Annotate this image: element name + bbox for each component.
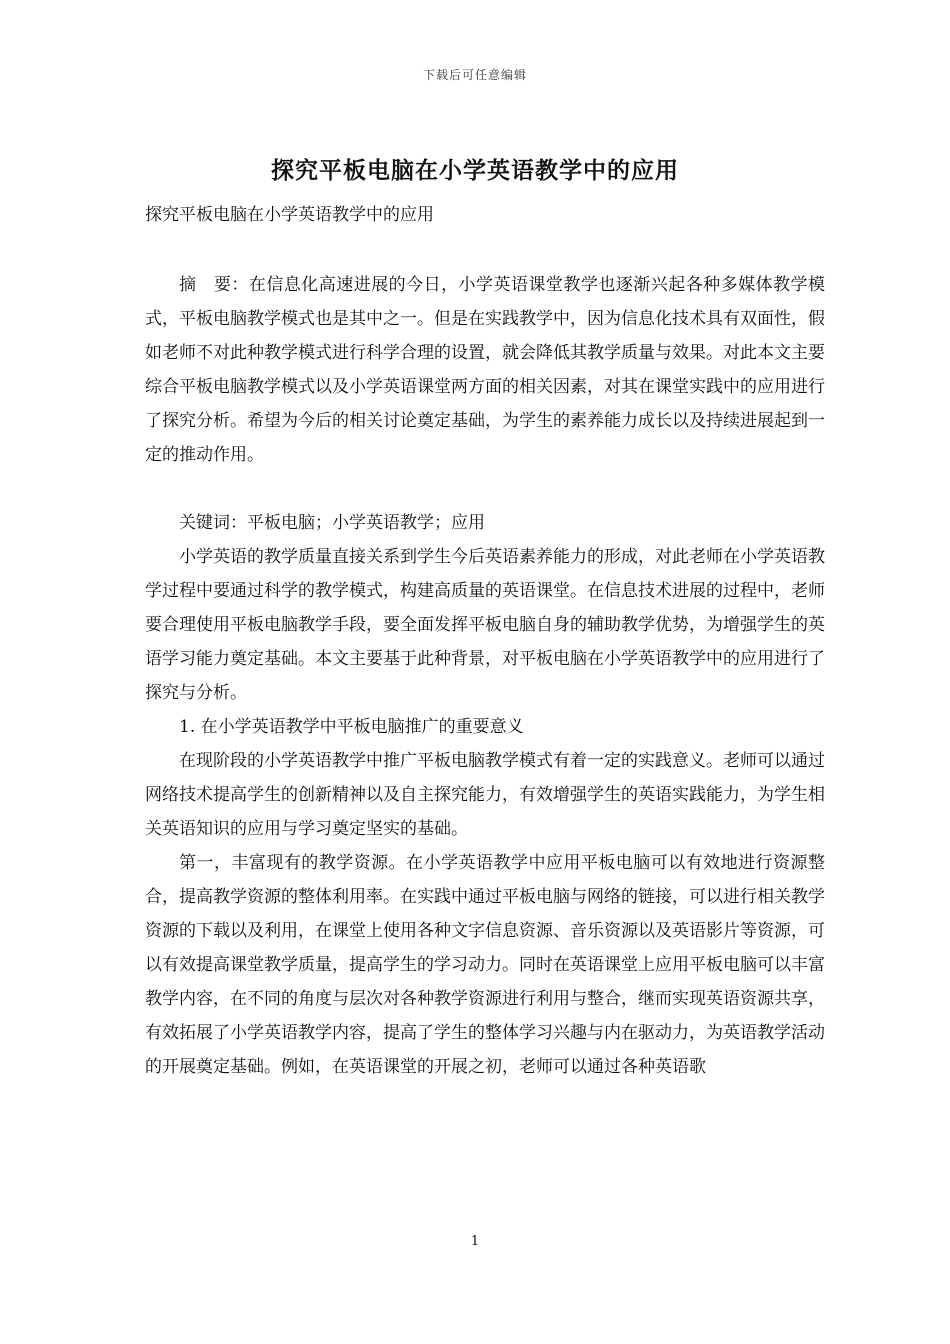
page-header-note: 下载后可任意编辑 bbox=[422, 68, 527, 82]
keywords-line: 关键词：平板电脑；小学英语教学；应用 bbox=[179, 513, 485, 533]
document-subtitle: 探究平板电脑在小学英语教学中的应用 bbox=[145, 205, 434, 225]
page-number: 1 bbox=[470, 1234, 480, 1249]
section-heading: 1. 在小学英语教学中平板电脑推广的重要意义 bbox=[179, 717, 524, 737]
document-title: 探究平板电脑在小学英语教学中的应用 bbox=[271, 157, 679, 184]
body-paragraph: 在现阶段的小学英语教学中推广平板电脑教学模式有着一定的实践意义。老师可以通过网络技术提高学生的创新精神以及自主探究能力，有效增强学生的英语实践能力，为学生相关英语知识的应用与学习奠定坚实的基础。 bbox=[145, 751, 825, 839]
abstract-paragraph: 摘 要：在信息化高速进展的今日，小学英语课堂教学也逐渐兴起各种多媒体教学模式，平板电脑教学模式也是其中之一。但是在实践教学中，因为信息化技术具有双面性，假如老师不对此种教学模式进行科学合理的设置，就会降低其教学质量与效果。对此本文主要综合平板电脑教学模式以及小学英语课堂两方面的相关因素，对其在课堂实践中的应用进行了探究分析。希望为今后的相关讨论奠定基础，为学生的素养能力成长以及持续进展起到一定的推动作用。 bbox=[145, 275, 825, 465]
intro-paragraph: 小学英语的教学质量直接关系到学生今后英语素养能力的形成，对此老师在小学英语教学过程中要通过科学的教学模式，构建高质量的英语课堂。在信息技术进展的过程中，老师要合理使用平板电脑教学手段，要全面发挥平板电脑自身的辅助教学优势，为增强学生的英语学习能力奠定基础。本文主要基于此种背景，对平板电脑在小学英语教学中的应用进行了探究与分析。 bbox=[145, 547, 825, 703]
document-body bbox=[145, 268, 825, 1084]
body-paragraph: 第一，丰富现有的教学资源。在小学英语教学中应用平板电脑可以有效地进行资源整合，提高教学资源的整体利用率。在实践中通过平板电脑与网络的链接，可以进行相关教学资源的下载以及利用，在课堂上使用各种文字信息资源、音乐资源以及英语影片等资源，可以有效提高课堂教学质量，提高学生的学习动力。同时在英语课堂上应用平板电脑可以丰富教学内容，在不同的角度与层次对各种教学资源进行利用与整合，继而实现英语资源共享，有效拓展了小学英语教学内容，提高了学生的整体学习兴趣与内在驱动力，为英语教学活动的开展奠定基础。例如，在英语课堂的开展之初，老师可以通过各种英语歌 bbox=[145, 853, 825, 1077]
